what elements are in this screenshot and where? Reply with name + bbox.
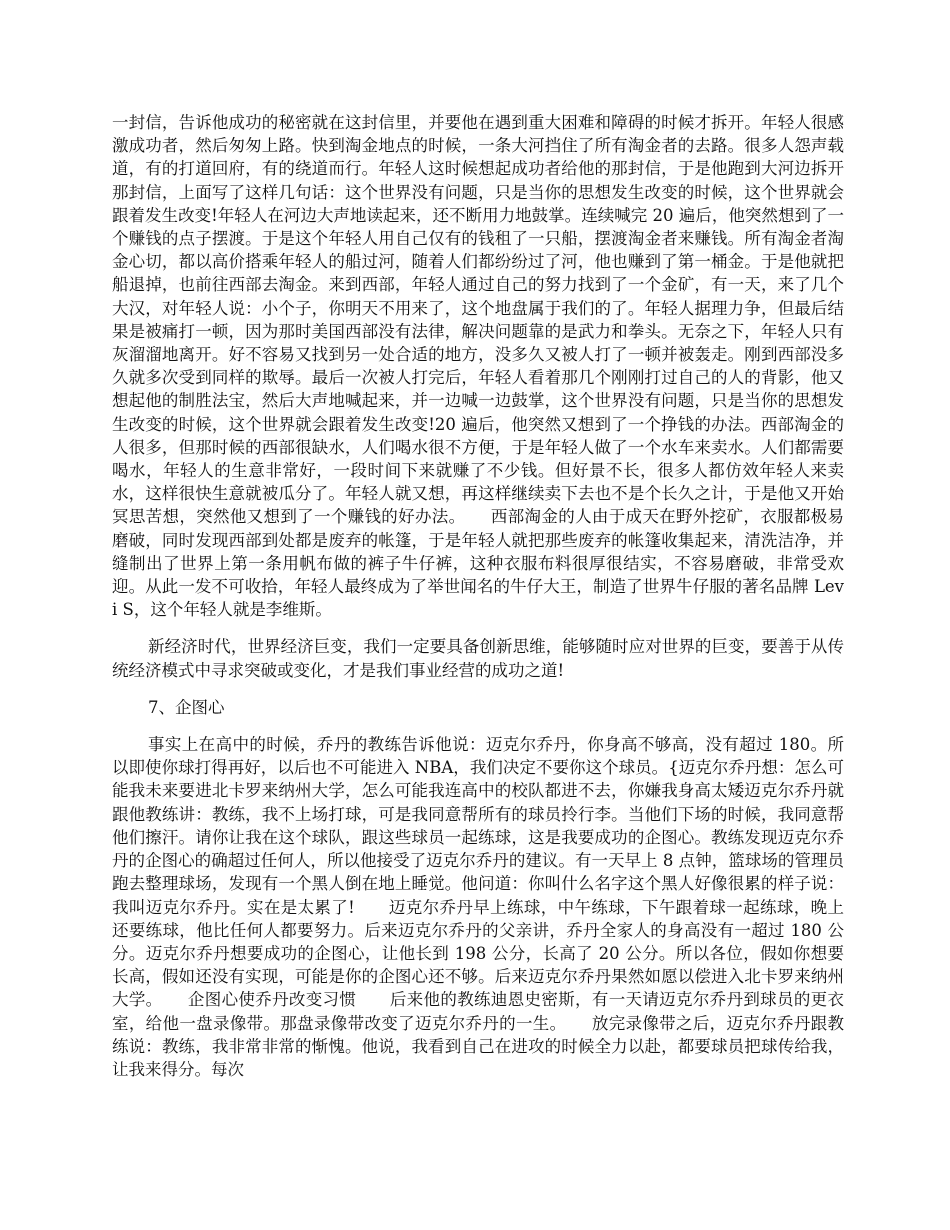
- paragraph-story-jordan: 事实上在高中的时候，乔丹的教练告诉他说：迈克尔乔丹，你身高不够高，没有超过 180。所以即使你球打得再好，以后也不可能进入 NBA，我们决定不要你这个球员。{迈克尔乔丹想：怎么可能我未来要进北卡罗来纳州大学，怎么可能我连高中的校队都进不去，你嫌我身高太矮迈克尔乔丹就跟他教练讲：教练，我不上场打球，可是我同意帮所有的球员拎行李。当他们下场的时候，我同意帮他们擦汗。请你让我在这个球队，跟这些球员一起练球，这是我要成功的企图心。教练发现迈克尔乔丹的企图心的确超过任何人，所以他接受了迈克尔乔丹的建议。有一天早上 8 点钟，篮球场的管理员跑去整理球场，发现有一个黑人倒在地上睡觉。他问道：你叫什么名字这个黑人好像很累的样子说：我叫迈克尔乔丹。实在是太累了! 迈克尔乔丹早上练球，中午练球，下午跟着球一起练球，晚上还要练球，他比任何人都要努力。后来迈克尔乔丹的父亲讲，乔丹全家人的身高没有一超过 180 公分。迈克尔乔丹想要成功的企图心，让他长到 198 公分，长高了 20 公分。所以各位，假如你想要长高，假如还没有实现，可能是你的企图心还不够。后来迈克尔乔丹果然如愿以偿进入北卡罗来纳州大学。 企图心使乔丹改变习惯 后来他的教练迪恩史密斯，有一天请迈克尔乔丹到球员的更衣室，给他一盘录像带。那盘录像带改变了迈克尔乔丹的一生。 放完录像带之后，迈克尔乔丹跟教练说：教练，我非常非常的惭愧。他说，我看到自己在进攻的时候全力以赴，都要球员把球传给我，让我来得分。每次: [112, 735, 844, 1079]
- paragraph-innovation-summary: 新经济时代，世界经济巨变，我们一定要具备创新思维，能够随时应对世界的巨变，要善于从传统经济模式中寻求突破或变化，才是我们事业经营的成功之道!: [112, 637, 844, 680]
- paragraph-gap: [112, 719, 844, 733]
- section-heading-ambition: 7、企图心: [148, 697, 225, 717]
- paragraph-story-levis: 一封信，告诉他成功的秘密就在这封信里，并要他在遇到重大困难和障碍的时候才拆开。年轻人很感激成功者，然后匆匆上路。快到淘金地点的时候，一条大河挡住了所有淘金者的去路。很多人怨声载道，有的打道回府，有的绕道而行。年轻人这时候想起成功者给他的那封信，于是他跑到大河边拆开那封信，上面写了这样几句话：这个世界没有问题，只是当你的思想发生改变的时候，这个世界就会跟着发生改变!年轻人在河边大声地读起来，还不断用力地鼓掌。连续喊完 20 遍后，他突然想到了一个赚钱的点子摆渡。于是这个年轻人用自己仅有的钱租了一只船，摆渡淘金者来赚钱。所有淘金者淘金心切，都以高价搭乘年轻人的船过河，随着人们都纷纷过了河，他也赚到了第一桶金。于是他就把船退掉，也前往西部去淘金。来到西部，年轻人通过自己的努力找到了一个金矿，有一天，来了几个大汉，对年轻人说：小个子，你明天不用来了，这个地盘属于我们的了。年轻人据理力争，但最后结果是被痛打一顿，因为那时美国西部没有法律，解决问题靠的是武力和拳头。无奈之下，年轻人只有灰溜溜地离开。好不容易又找到另一处合适的地方，没多久又被人打了一顿并被轰走。刚到西部没多久就多次受到同样的欺辱。最后一次被人打完后，年轻人看着那几个刚刚打过自己的人的背影，他又想起他的制胜法宝，然后大声地喊起来，并一边喊一边鼓掌，这个世界没有问题，只是当你的思想发生改变的时候，这个世界就会跟着发生改变!20 遍后，他突然又想到了一个挣钱的办法。西部淘金的人很多，但那时候的西部很缺水，人们喝水很不方便，于是年轻人做了一个水车来卖水。人们都需要喝水，年轻人的生意非常好，一段时间下来就赚了不少钱。但好景不长，很多人都仿效年轻人来卖水，这样很快生意就被瓜分了。年轻人就又想，再这样继续卖下去也不是个长久之计，于是他又开始冥思苦想，突然他又想到了一个赚钱的好办法。 西部淘金的人由于成天在野外挖矿，衣服都极易磨破，同时发现西部到处都是废弃的帐篷，于是年轻人就把那些废弃的帐篷收集起来，清洗洁净，并缝制出了世界上第一条用帆布做的裤子牛仔裤，这种衣服布料很厚很结实，不容易磨破，非常受欢迎。从此一发不可收拾，年轻人最终成为了举世闻名的牛仔大王，制造了世界牛仔服的著名品牌 Levi S，这个年轻人就是李维斯。: [112, 113, 844, 620]
- paragraph-gap: [112, 682, 844, 696]
- paragraph-gap: [112, 621, 844, 635]
- document-page: [112, 111, 844, 1081]
